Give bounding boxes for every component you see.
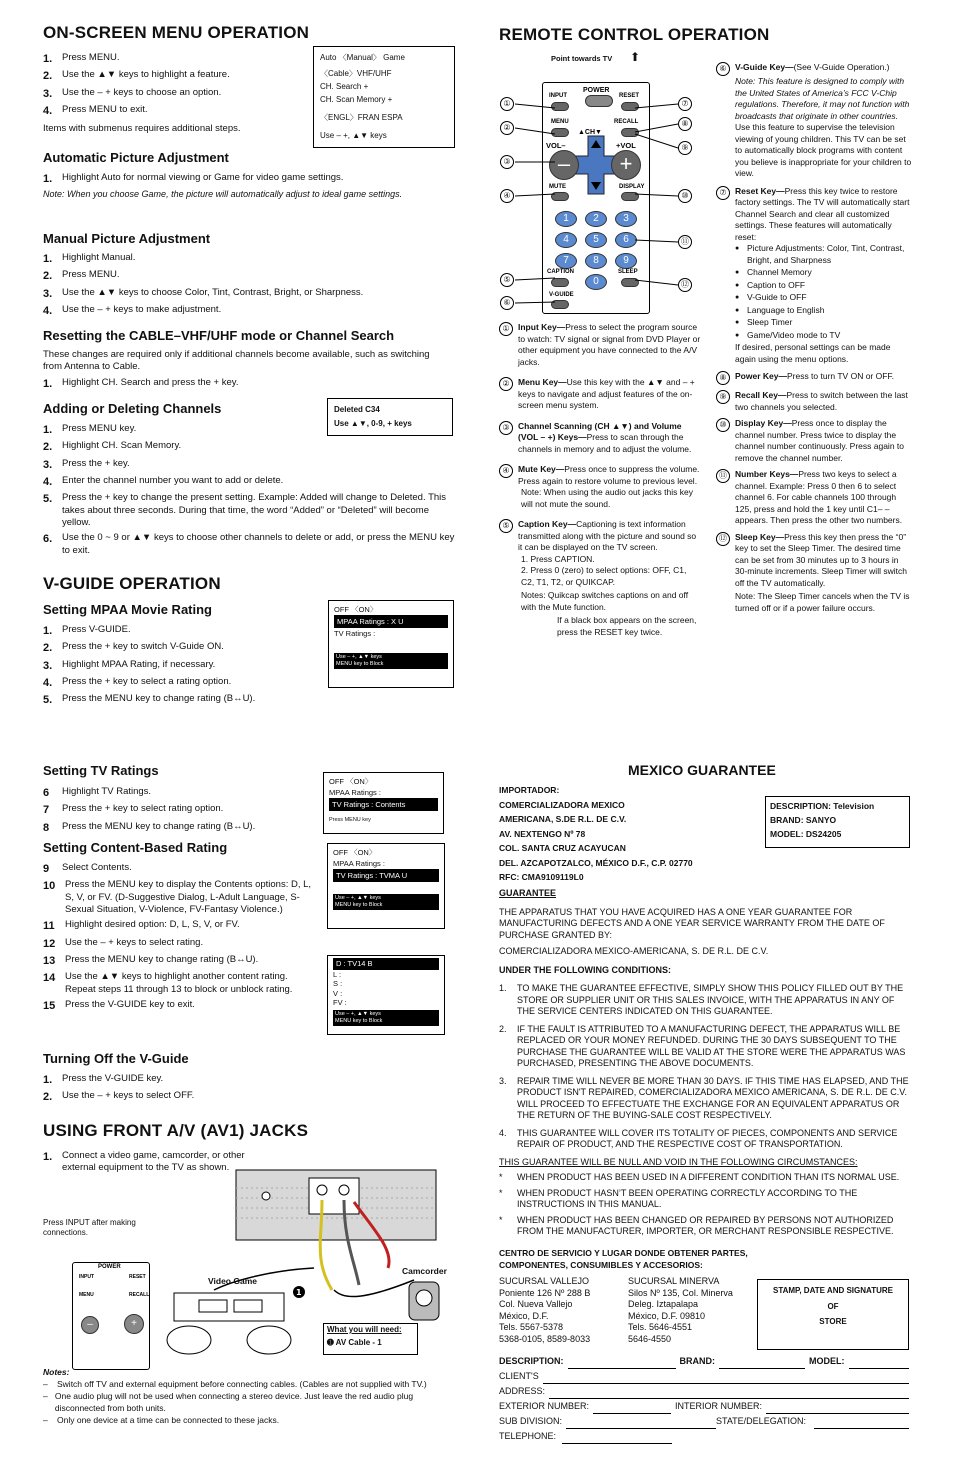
note-item: Only one device at a time can be connected to these jacks. xyxy=(57,1415,280,1425)
vol-plus-label: +VOL xyxy=(616,141,636,150)
callout-4: ④ xyxy=(500,189,514,203)
importer-block: IMPORTADOR: COMERCIALIZADORA MEXICO AMERICANA, S.DE R.L. DE C.V. AV. NEXTENGO Nº 78 COL. SANTA CRUZ ACAYUCAN DEL. AZCAPOTZALCO, MÉXICO D.F., C.P. 02770 RFC: CMA9109119L0 xyxy=(499,785,693,882)
input-label: INPUT xyxy=(79,1274,94,1280)
auto-step: Highlight Auto for normal viewing or Game for video game settings. xyxy=(62,172,344,183)
description-label: DESCRIPTION: xyxy=(499,1356,564,1366)
recall-key-label: RECALL xyxy=(614,119,639,125)
menu-line-highlight: MPAA Ratings : X U xyxy=(334,615,448,628)
arrow-up-icon: ⬆ xyxy=(630,50,641,64)
menu-line: Use – +, ▲▼ keys xyxy=(336,654,382,660)
cbr-step: Use the – + keys to select rating. xyxy=(65,936,204,948)
service-center-title: CENTRO DE SERVICIO Y LUGAR DONDE OBTENER PARTES, COMPONENTES, CONSUMIBLES Y ACCESORIOS: xyxy=(499,1248,748,1270)
note-item: Switch off TV and external equipment before connecting cables. (Cables are not supplied with TV.) xyxy=(57,1379,427,1389)
sleep-note: Note: The Sleep Timer cancels when the TV is turned off or if a power failure occurs. xyxy=(735,591,910,613)
center-minerva: SUCURSAL MINERVA Silos Nº 135, Col. Minerva Deleg. Iztapalapa México, D.F. 09810 Tels. 5646-4551 5646-4550 xyxy=(628,1276,733,1344)
callout-8: ⑧ xyxy=(678,117,692,131)
power-label: POWER xyxy=(98,1264,121,1270)
callout-5: ⑤ xyxy=(500,273,514,287)
caption-step: 2. Press 0 (zero) to select options: OFF, C1, C2, T1, T2, or QUIKCAP. xyxy=(521,565,687,587)
mute-key-label: MUTE xyxy=(549,184,566,190)
reset-text: These changes are required only if additional channels become available, such as switching from Antenna to Cable. xyxy=(43,349,430,373)
manual-step: Use the ▲▼ keys to choose Color, Tint, Contrast, Bright, or Sharpness. xyxy=(62,286,364,298)
av-title: USING FRONT A/V (AV1) JACKS xyxy=(43,1121,309,1140)
osm-steps: 1. Press MENU. 2. Use the ▲▼ keys to highlight a feature. 3. Use the – + keys to choose an option. 4. Press MENU to exit. Items with submenus requires additional steps. xyxy=(43,52,303,136)
adddel-step: Highlight CH. Scan Memory. xyxy=(62,440,182,452)
model-field[interactable] xyxy=(849,1354,909,1369)
state-label: STATE/DELEGATION: xyxy=(716,1416,807,1426)
manual-step: Press MENU. xyxy=(62,269,120,281)
cbr-steps: 9 Select Contents. 10 Press the MENU key to display the Contents options: D, L, S, V, or FV. (D-Suggestive Dialog, L-Adult Language, S-Sexual Situation, V-Violence, FV-Fantasy Violence.) 11 Highlight desired option: D, L, S, V, or FV. 12 Use the – + keys to select rating. 13 Press the MENU key to change rating (B↔U). 14 Use the ▲▼ keys to highlight another content rating. Repeat steps 11 through 13 to block or unblock rating. 15 Press the V-GUIDE key to exit. xyxy=(43,862,312,1012)
address-label: ADDRESS: xyxy=(499,1386,546,1396)
menu-line: Use – +, ▲▼ keys xyxy=(320,131,387,140)
display-key-label: DISPLAY xyxy=(619,184,645,190)
callout-6: ⑥ xyxy=(500,296,514,310)
menu-line: TV Ratings : xyxy=(334,629,376,638)
callout-10: ⑩ xyxy=(678,189,692,203)
subdivision-label: SUB DIVISION: xyxy=(499,1416,563,1426)
osm-note: Items with submenus requires additional steps. xyxy=(43,123,241,135)
exterior-number-label: EXTERIOR NUMBER: xyxy=(499,1401,590,1411)
menu-line: MENU key to Block xyxy=(335,1017,383,1024)
menu-label: MENU xyxy=(79,1292,94,1298)
video-game-label: Video Game xyxy=(208,1276,257,1286)
av-step: 1. Connect a video game, camcorder, or other external equipment to the TV as shown. xyxy=(43,1150,245,1174)
adddel-title: Adding or Deleting Channels xyxy=(43,401,222,416)
caption-note: If a black box appears on the screen, press the RESET key twice. xyxy=(557,615,697,637)
menu-line: FV : xyxy=(333,998,347,1007)
callout-7: ⑦ xyxy=(678,97,692,111)
note-item: One audio plug will not be used when connecting a stereo device. Just leave the red audio plug disconnected from both units. xyxy=(54,1391,414,1413)
menu-line: MPAA Ratings : xyxy=(333,859,385,868)
reset-section: These changes are required only if additional channels become available, such as switching from Antenna to Cable. 1. Highlight CH. Search and press the + key. xyxy=(43,349,443,394)
tvr-title: Setting TV Ratings xyxy=(43,763,159,778)
osm-step: Press MENU to exit. xyxy=(62,103,148,115)
cbr-step: Press the MENU key to change rating (B↔U). xyxy=(65,953,259,965)
mpaa-title: Setting MPAA Movie Rating xyxy=(43,602,212,617)
vguide-note: Note: This feature is designed to comply with the United States of America’s FCC V-Chip regulations. Therefore, it may not function with broadcasts that originate in other countries. xyxy=(735,76,910,121)
callout-3: ③ xyxy=(500,155,514,169)
auto-title: Automatic Picture Adjustment xyxy=(43,150,229,165)
menu-line-highlight: TV Ratings : Contents xyxy=(329,798,438,811)
client-label: CLIENT'S xyxy=(499,1371,539,1381)
mpaa-step: Highlight MPAA Rating, if necessary. xyxy=(62,658,216,670)
digit-key-9[interactable]: 9 xyxy=(615,253,637,269)
description-field[interactable] xyxy=(568,1354,676,1369)
digit-key-0[interactable]: 0 xyxy=(585,274,607,290)
auto-section: 1. Highlight Auto for normal viewing or Game for video game settings. Note: When you choose Game, the picture will automatically adjust to ideal game settings. xyxy=(43,172,453,201)
adddel-step: Press MENU key. xyxy=(62,423,137,434)
need-box: What you will need: ➊ AV Cable - 1 xyxy=(323,1323,418,1355)
digit-key-8[interactable]: 8 xyxy=(585,253,607,269)
rc-left-descriptions: ① Input Key—Press to select the program source to watch: TV signal or signal from DVD Player or other equipment you have connected to the A/V jacks. ② Menu Key—Use this key with the ▲▼ and – + keys to navigate and adjust features of the on-screen menu system. ③ Channel Scanning (CH ▲▼) and Volume (VOL – +) Keys—Press to scan through the channels in memory and to adjust the volume. ④ Mute Key—Press once to suppress the volume. Press again to restore volume to previous level. Note: When using the audio out jacks this key will not mute the sound. ⑤ Caption Key—Captioning is text information transmitted along with the picture and sound so it can be displayed on the TV screen. 1. Press CAPTION. 2. Press 0 (zero) to select options: OFF, C1, C2, T1, T2, or QUIKCAP. Notes: Quikcap switches captions on and off with the Mute function. If a black box appears on the screen, press the RESET key twice. xyxy=(499,322,701,638)
power-key-label: POWER xyxy=(583,87,610,94)
caption-key-label: CAPTION xyxy=(547,269,574,275)
cbr-step: Press the V-GUIDE key to exit. xyxy=(65,998,195,1010)
manual-steps: 1. Highlight Manual. 2. Press MENU. 3. Use the ▲▼ keys to choose Color, Tint, Contrast, Bright, or Sharpness. 4. Use the – + keys to make adjustment. xyxy=(43,252,364,317)
product-desc-box: DESCRIPTION: Television BRAND: SANYO MODEL: DS24205 xyxy=(765,796,910,848)
reset-title: Resetting the CABLE–VHF/UHF mode or Channel Search xyxy=(43,328,395,343)
tvr-step: Press the + key to select rating option. xyxy=(62,803,224,815)
vol-down-key[interactable]: – xyxy=(549,150,579,180)
mpaa-step: Press the + key to select a rating option. xyxy=(62,675,232,687)
menu-line: Use – +, ▲▼ keys xyxy=(335,1010,381,1017)
need-item: AV Cable - 1 xyxy=(335,1338,382,1348)
menu-line: OFF 〈ON〉 xyxy=(333,848,377,857)
menu-line-highlight: D : TV14 B xyxy=(333,958,439,970)
cbr-step: Use the ▲▼ keys to highlight another content rating. Repeat steps 11 through 13 to block or unblock rating. xyxy=(65,971,293,995)
callout-1: ① xyxy=(500,97,514,111)
reset-label: RESET xyxy=(129,1274,146,1280)
recall-label: RECALL xyxy=(129,1292,150,1298)
vguide-title: V-GUIDE OPERATION xyxy=(43,574,221,593)
cbr-step: Press the MENU key to display the Contents options: D, L, S, V, or FV. (D-Suggestive Dialog, L-Adult Language, S-Sexual Situation, V-Violence, FV-Fantasy Violence.) xyxy=(65,879,312,915)
guarantee-form xyxy=(499,1354,909,1444)
digit-key-6[interactable]: 6 xyxy=(615,232,637,248)
auto-note: Note: When you choose Game, the picture will automatically adjust to ideal game settings. xyxy=(43,189,403,200)
tvr-step: Press the MENU key to change rating (B↔U). xyxy=(62,820,256,832)
notes-title: Notes: xyxy=(43,1367,70,1377)
digit-key-4[interactable]: 4 xyxy=(555,232,577,248)
caption-note: Notes: Quikcap switches captions on and off with the Mute function. xyxy=(521,590,689,612)
adddel-step: Press the + key. xyxy=(62,457,130,469)
adddel-step: Press the + key to change the present setting. Example: Added will change to Deleted. This takes about three seconds. During that time, the word “Added” or “Deleted” will become yellow. xyxy=(62,492,447,528)
menu-line: V : xyxy=(333,988,343,998)
reset-feature-list: ● Picture Adjustments: Color, Tint, Contrast, Bright, and Sharpness ● Channel Memory ● Caption to OFF ● V-Guide to OFF ● Language to English ● Sleep Timer ● Game/Video mode to TV xyxy=(716,243,912,341)
menu-line: Use ▲▼, 0-9, + keys xyxy=(334,419,412,428)
mini-remote xyxy=(44,1262,150,1372)
osm-title: ON-SCREEN MENU OPERATION xyxy=(43,23,310,42)
manual-step: Highlight Manual. xyxy=(62,252,136,263)
tvr-steps: 6 Highlight TV Ratings. 7 Press the + key to select rating option. 8 Press the MENU key to change rating (B↔U). xyxy=(43,786,256,834)
adddel-steps: 1. Press MENU key. 2. Highlight CH. Scan Memory. 3. Press the + key. 4. Enter the channel number you want to add or delete. 5. Press the + key to change the present setting. Example: Added will change to Deleted. This takes about three seconds. During that time, the word “Added” or “Deleted” will become yellow. 6. Use the 0 ~ 9 or ▲▼ keys to choose other channels to delete or add, or press the MENU key to exit. xyxy=(43,423,455,556)
mpaa-step: Press the MENU key to change rating (B↔U). xyxy=(62,693,256,705)
input-key-label: INPUT xyxy=(549,93,567,99)
callout-9: ⑨ xyxy=(678,141,692,155)
menu-line: MENU key to Block xyxy=(335,902,383,908)
menu-line: S : xyxy=(333,979,343,988)
manual-step: Use the – + keys to make adjustment. xyxy=(62,303,222,315)
digit-key-3[interactable]: 3 xyxy=(615,211,637,227)
off-step: Press the V-GUIDE key. xyxy=(62,1073,164,1084)
point-label: Point towards TV xyxy=(551,54,613,63)
menu-line: CH. Search + xyxy=(320,82,369,91)
vguide-key-label: V-GUIDE xyxy=(549,292,574,298)
adddel-step: Enter the channel number you want to add or delete. xyxy=(62,474,284,486)
menu-line: MPAA Ratings : xyxy=(329,788,381,797)
menu-line: Press MENU key xyxy=(329,817,371,823)
osm-menu-box xyxy=(313,46,455,148)
menu-line: Deleted C34 xyxy=(334,405,380,414)
digit-key-1[interactable]: 1 xyxy=(555,211,577,227)
menu-key-label: MENU xyxy=(551,119,569,125)
callout-lines xyxy=(500,90,700,315)
vguide-text: Use this feature to supervise the television viewing of young children. This TV can be set to automatically block programs with content you believe is inappropriate for your children to view. xyxy=(735,122,912,178)
adddel-step: Use the 0 ~ 9 or ▲▼ keys to choose other channels to delete or add, or press the MENU key to exit. xyxy=(62,532,455,556)
callout-12: ⑫ xyxy=(678,278,692,292)
brand-label: BRAND: xyxy=(679,1356,716,1366)
callout-2: ② xyxy=(500,121,514,135)
manual-title: Manual Picture Adjustment xyxy=(43,231,211,246)
subdivision-field[interactable] xyxy=(566,1414,716,1429)
vol-minus-label: VOL– xyxy=(546,141,566,150)
exterior-number-field[interactable] xyxy=(593,1399,671,1414)
vol-up-key[interactable]: + xyxy=(611,150,641,180)
center-vallejo: SUCURSAL VALLEJO Poniente 126 Nº 288 B Col. Nueva Vallejo México, D.F. Tels. 5567-5378 5368-0105, 8589-8033 xyxy=(499,1276,591,1344)
menu-line: 〈ENGL〉FRAN ESPA xyxy=(320,113,403,122)
mpaa-steps: 1. Press V-GUIDE. 2. Press the + key to switch V-Guide ON. 3. Highlight MPAA Rating, if necessary. 4. Press the + key to select a rating option. 5. Press the MENU key to change rating (B↔U). xyxy=(43,624,256,707)
menu-line: Use – +, ▲▼ keys xyxy=(335,895,381,901)
cbr-step: Highlight desired option: D, L, S, V, or FV. xyxy=(65,919,240,931)
menu-line: L : xyxy=(333,969,342,979)
reset-after: If desired, personal settings can be made again using the menu options. xyxy=(735,342,891,364)
model-label: MODEL: xyxy=(809,1356,845,1366)
mpaa-step: Press V-GUIDE. xyxy=(62,624,131,635)
menu-line: 〈Cable〉VHF/UHF xyxy=(320,69,392,78)
sleep-key-label: SLEEP xyxy=(618,269,638,275)
av-press-input: Press INPUT after making connections. xyxy=(43,1218,136,1238)
menu-line: OFF 〈ON〉 xyxy=(329,777,373,786)
address-field[interactable] xyxy=(549,1384,909,1399)
menu-line: OFF 〈ON〉 xyxy=(334,605,378,614)
vol-up-key[interactable]: + xyxy=(124,1314,144,1334)
cbr-title: Setting Content-Based Rating xyxy=(43,840,228,855)
stamp-box: STAMP, DATE AND SIGNATURE OF STORE xyxy=(757,1279,909,1350)
vol-down-key[interactable]: – xyxy=(81,1316,99,1334)
brand-field[interactable] xyxy=(719,1354,805,1369)
digit-key-2[interactable]: 2 xyxy=(585,211,607,227)
av-notes: Notes: – Switch off TV and external equipment before connecting cables. (Cables are not supplied with TV.) – One audio plug will not be used when connecting a stereo device. Just leave the red audio plug disconnected from both units. – Only one device at a time can be connected to these jacks. xyxy=(43,1366,455,1426)
reset-step: Highlight CH. Search and press the + key. xyxy=(62,376,239,388)
menu-line-highlight: TV Ratings : TVMA U xyxy=(333,869,439,882)
interior-number-label: INTERIOR NUMBER: xyxy=(675,1401,763,1411)
ch-label: ▲CH▼ xyxy=(578,129,602,136)
menu-line: CH. Scan Memory + xyxy=(320,95,393,104)
need-title: What you will need: xyxy=(327,1325,402,1334)
guarantee-body: GUARANTEE THE APPARATUS THAT YOU HAVE ACQUIRED HAS A ONE YEAR GUARANTEE FOR MANUFACTURING DEFECTS AND A ONE YEAR SERVICE WARRANTY FROM THE DATE OF PURCHASE GRANTED BY: COMERCIALIZADORA MEXICO-AMERICANA, S. DE R.L. DE C.V. UNDER THE FOLLOWING CONDITIONS: 1. TO MAKE THE GUARANTEE EFFECTIVE, SIMPLY SHOW THIS POLICY FILLED OUT BY THE STORE OR SUPPLIER UNIT OR THIS SALES INVOICE, WITH THE APPARATUS IN ANY OF THE SERVICE CENTERS INDICATED ON THIS GUARANTEE. 2. IF THE FAULT IS ATTRIBUTED TO A MANUFACTURING DEFECT, THE APPARATUS WILL BE REPLACED OR YOUR MONEY REFUNDED. DURING THE 30 DAYS SUBSEQUENT TO THE PURCHASE THE GUARANTEE WILL BE VALID AT THE STORE WERE THE APPARATUS WAS PURCHASED, PRESENTING THE ABOVE DOCUMENTS. 3. REPAIR TIME WILL NEVER BE MORE THAN 30 DAYS. IF THIS TIME HAS ELAPSED, AND THE PRODUCT ISN'T REPAIRED, COMERCIALIZADORA MEXICO AMERICANA, S. DE R.L. DE C.V. WILL PROCEED TO EFFECTUATE THE EXCHANGE FOR AN EQUIVALENT APPARATUS OR THE RETURN OF THE BUYING-SALE COST RESPECTIVELY. 4. THIS GUARANTEE WILL COVER ITS TOTALITY OF PIECES, COMPONENTS AND SERVICE REPAIR OF PRODUCT, AND THE RESPECTIVE COST OF TRANSPORTATION. THIS GUARANTEE WILL BE NULL AND VOID IN THE FOLLOWING CIRCUMSTANCES: * WHEN PRODUCT HAS BEEN USED IN A DIFFERENT CONDITION THAN ITS NORMAL USE. * WHEN PRODUCT HASN’T BEEN OPERATING CORRECTLY ACCORDING TO THE INSTRUCTIONS IN THIS MANUAL. * WHEN PRODUCT HAS BEEN CHANGED OR REPAIRED BY PERSONS NOT AUTHORIZED FROM THE MANUFACTURER, IMPORTER, OR MERCHANT RESPONSIBLE RESPECTIVE. xyxy=(499,888,909,1236)
telephone-label: TELEPHONE: xyxy=(499,1431,557,1441)
tvr-box xyxy=(323,772,444,834)
client-field[interactable] xyxy=(543,1369,909,1384)
mpaa-step: Press the + key to switch V-Guide ON. xyxy=(62,641,224,653)
cbr-step: Select Contents. xyxy=(62,862,132,873)
state-field[interactable] xyxy=(814,1414,909,1429)
svg-text:1: 1 xyxy=(296,1288,302,1297)
osm-step: Press MENU. xyxy=(62,52,120,63)
off-title: Turning Off the V-Guide xyxy=(43,1051,189,1066)
rc-right-descriptions: ⑥ V-Guide Key—(See V-Guide Operation.) Note: This feature is designed to comply with the United States of America’s FCC V-Chip regulations. Therefore, it may not function with broadcasts that originate in other countries. Use this feature to supervise the television viewing of young children. This TV can be set to automatically block programs with content you believe is inappropriate for your children to view. ⑦ Reset Key—Press this key twice to restore factory settings. The TV will automatically start Channel Search and clear all customized settings. These features will automatically reset: ● Picture Adjustments: Color, Tint, Contrast, Bright, and Sharpness ● Channel Memory ● Caption to OFF ● V-Guide to OFF ● Language to English ● Sleep Timer ● Game/Video mode to TV If desired, personal settings can be made again using the menu options. ⑧ Power Key—Press to turn TV ON or OFF. ⑨ Recall Key—Press to switch between the last two channels you selected. ⑩ Display Key—Press once to display the channel number. Press twice to display the channel number continuously. Press again to remove the channel number. ⑪ Number Keys—Press two keys to select a channel. Example: Press 0 then 6 to select channel 6. For cable channels 100 through 125, press and hold the 1 key until C1– – appears. Then press the other two numbers. ⑫ Sleep Key—Press this key then press the “0” key to set the Sleep Timer. The desired time can be set from 30 minutes up to 3 hours in 30-minute increments. Sleep Timer will switch off the TV automatically. Note: The Sleep Timer cancels when the TV is turned off or if a power failure occurs. xyxy=(716,62,912,614)
osm-step: Use the ▲▼ keys to highlight a feature. xyxy=(62,69,230,81)
menu-line: MENU key to Block xyxy=(336,661,384,667)
cbr-box-1 xyxy=(327,843,445,929)
digit-key-5[interactable]: 5 xyxy=(585,232,607,248)
mute-note: Note: When using the audio out jacks this key will not mute the sound. xyxy=(521,487,693,509)
camcorder-label: Camcorder xyxy=(402,1266,447,1276)
cbr-box-2 xyxy=(327,955,445,1035)
rc-title: REMOTE CONTROL OPERATION xyxy=(499,25,770,44)
menu-line: Auto 〈Manual〉 Game xyxy=(320,53,405,62)
off-steps: 1. Press the V-GUIDE key. 2. Use the – + keys to select OFF. xyxy=(43,1073,195,1104)
mpaa-box xyxy=(328,600,454,688)
caption-step: 1. Press CAPTION. xyxy=(521,553,595,564)
digit-key-7[interactable]: 7 xyxy=(555,253,577,269)
interior-number-field[interactable] xyxy=(766,1399,909,1414)
callout-11: ⑪ xyxy=(678,235,692,249)
tvr-step: Highlight TV Ratings. xyxy=(62,786,152,797)
reset-key-label: RESET xyxy=(619,93,640,99)
telephone-field[interactable] xyxy=(562,1429,672,1444)
mx-title: MEXICO GUARANTEE xyxy=(628,762,776,778)
off-step: Use the – + keys to select OFF. xyxy=(62,1090,195,1102)
osm-step: Use the – + keys to choose an option. xyxy=(62,86,222,98)
